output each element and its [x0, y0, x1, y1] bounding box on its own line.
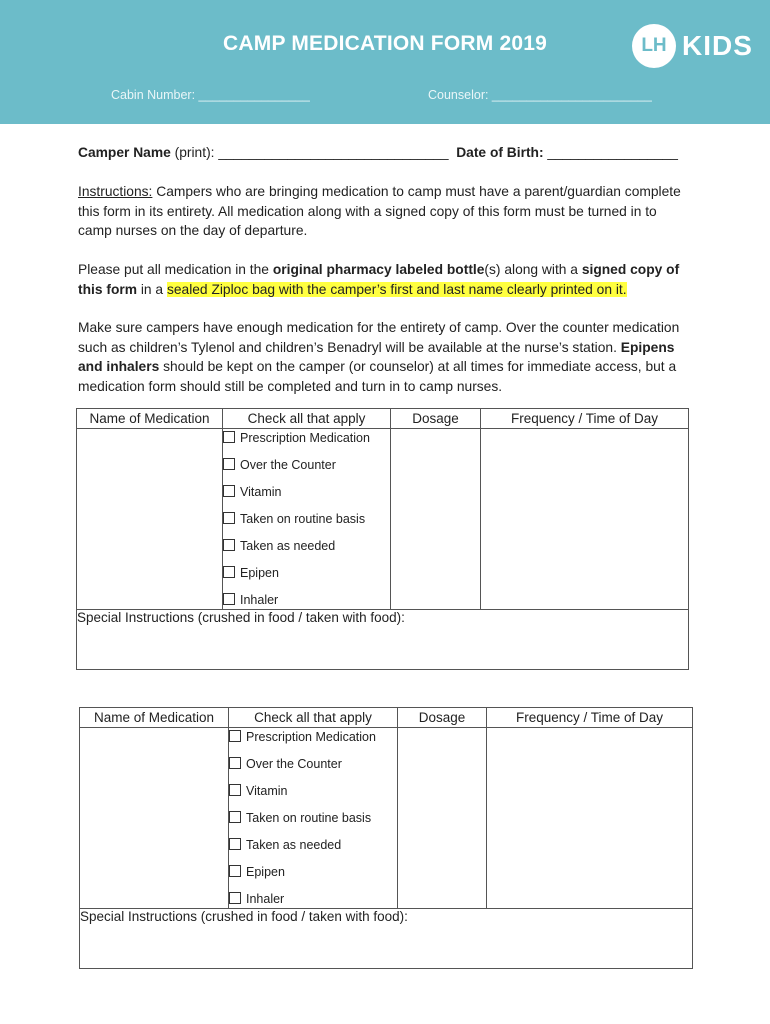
checkbox-option[interactable]: Over the Counter: [223, 456, 390, 483]
checkbox[interactable]: [229, 838, 241, 850]
medication-table-1: [76, 408, 689, 670]
packaging-bold-bottle: original pharmacy labeled bottle: [272, 262, 485, 277]
dosage-cell[interactable]: [398, 728, 487, 909]
checkbox-option[interactable]: Taken on routine basis: [223, 510, 390, 537]
logo-circle: LH: [632, 24, 676, 68]
checkbox-option[interactable]: Taken on routine basis: [229, 809, 397, 836]
col-header-medication: Name of Medication: [77, 409, 223, 429]
checkbox-option[interactable]: Over the Counter: [229, 755, 397, 782]
checkbox-option[interactable]: Inhaler: [229, 890, 397, 908]
special-instructions[interactable]: Special Instructions (crushed in food / taken with food):: [77, 610, 689, 670]
checkbox[interactable]: [229, 892, 241, 904]
header-banner: [0, 0, 770, 124]
form-title: CAMP MEDICATION FORM 2019: [223, 32, 547, 55]
checkbox[interactable]: [229, 811, 241, 823]
supply-text-a: Make sure campers have enough medication for the entirety of camp. Over the counter medication such as children’s Tylenol and children’s Benadryl will be available at the nurse’s station.: [78, 320, 680, 355]
camper-name-field[interactable]: (print): ______________________________: [170, 145, 449, 160]
packaging-text-e: in a: [137, 281, 167, 297]
special-instructions[interactable]: Special Instructions (crushed in food / taken with food):: [80, 909, 693, 969]
packaging-text-c: (s) along with a: [484, 262, 582, 277]
frequency-cell[interactable]: [481, 429, 689, 610]
camper-info-line: [78, 143, 690, 163]
checkbox-option[interactable]: Epipen: [223, 564, 390, 591]
checkbox[interactable]: [223, 485, 235, 497]
checkbox-option[interactable]: Prescription Medication: [229, 728, 397, 755]
dob-label: Date of Birth:: [456, 145, 544, 160]
dosage-cell[interactable]: [391, 429, 481, 610]
packaging-paragraph: [78, 260, 690, 299]
checkbox-option[interactable]: Taken as needed: [223, 537, 390, 564]
check-options: [223, 429, 391, 610]
logo-text: KIDS: [682, 30, 753, 61]
checkbox[interactable]: [229, 757, 241, 769]
check-options: [229, 728, 398, 909]
frequency-cell[interactable]: [487, 728, 693, 909]
instructions-text: Campers who are bringing medication to camp must have a parent/guardian complete this form in its entirety. All medication along with a signed copy of this form must be turned in to camp nurses on the day of departure.: [78, 184, 681, 239]
packaging-bold-signed: signed copy of this form: [78, 262, 680, 297]
checkbox[interactable]: [223, 458, 235, 470]
medication-name-cell[interactable]: [77, 429, 223, 610]
counselor-field[interactable]: Counselor: _______________________: [428, 88, 652, 102]
checkbox[interactable]: [223, 566, 235, 578]
supply-bold-epipens: Epipens and inhalers: [78, 339, 675, 375]
supply-text-c: should be kept on the camper (or counselor) at all times for immediate access, but a medication form should still be completed and turn in to camp nurses.: [78, 359, 677, 395]
medication-name-cell[interactable]: [80, 728, 229, 909]
medication-table-2: [79, 707, 693, 969]
checkbox[interactable]: [229, 784, 241, 796]
supply-paragraph: [78, 318, 690, 397]
checkbox[interactable]: [223, 431, 235, 443]
checkbox[interactable]: [223, 512, 235, 524]
col-header-medication: Name of Medication: [80, 708, 229, 728]
checkbox[interactable]: [229, 730, 241, 742]
cabin-number-field[interactable]: Cabin Number: ________________: [111, 88, 310, 102]
col-header-dosage: Dosage: [391, 409, 481, 429]
camper-name-label: Camper Name: [78, 145, 171, 160]
checkbox-option[interactable]: Inhaler: [223, 591, 390, 609]
instructions-label: Instructions:: [78, 184, 153, 199]
instructions-paragraph: [78, 182, 690, 241]
checkbox-option[interactable]: Vitamin: [229, 782, 397, 809]
checkbox[interactable]: [229, 865, 241, 877]
checkbox[interactable]: [223, 539, 235, 551]
col-header-frequency: Frequency / Time of Day: [481, 409, 689, 429]
col-header-dosage: Dosage: [398, 708, 487, 728]
packaging-text-a: Please put all medication in the: [78, 262, 273, 277]
checkbox[interactable]: [223, 593, 235, 605]
col-header-check: Check all that apply: [229, 708, 398, 728]
checkbox-option[interactable]: Epipen: [229, 863, 397, 890]
dob-field[interactable]: _________________: [543, 145, 678, 160]
col-header-frequency: Frequency / Time of Day: [487, 708, 693, 728]
col-header-check: Check all that apply: [223, 409, 391, 429]
checkbox-option[interactable]: Vitamin: [223, 483, 390, 510]
packaging-highlight: sealed Ziploc bag with the camper’s first and last name clearly printed on it.: [166, 281, 627, 297]
checkbox-option[interactable]: Prescription Medication: [223, 429, 390, 456]
checkbox-option[interactable]: Taken as needed: [229, 836, 397, 863]
